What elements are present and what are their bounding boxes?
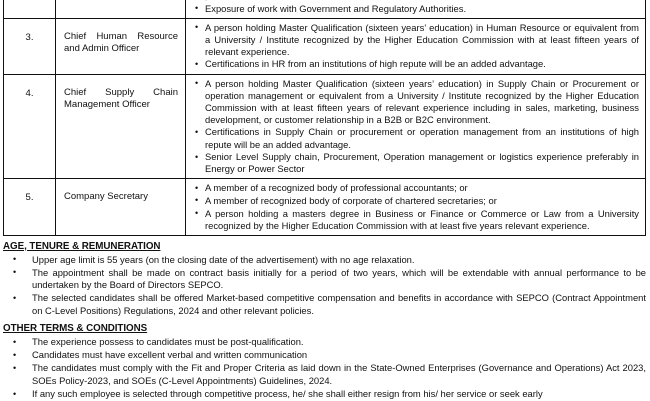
row-position-cell: [56, 0, 186, 18]
row-position-title: Chief Human Resource and Admin Officer: [64, 30, 178, 55]
criteria-list: [194, 182, 639, 231]
row-serial-cell: [4, 18, 56, 74]
section-bullet-list: [3, 336, 646, 400]
criteria-bullet: • Certifications in HR from an institutions of high repute will be an added advantage.: [194, 58, 639, 70]
list-item: • The experience possess to candidates must be post-qualification.: [3, 336, 646, 349]
list-item: • Upper age limit is 55 years (on the closing date of the advertisement) with no age relaxation.: [3, 254, 646, 267]
criteria-bullet: • A person holding Master Qualification (sixteen years’ education) in Human Resource or equivalent from a University / Institute recognized by the Higher Education Commission with at least fifteen years of relevant experience.: [194, 22, 639, 58]
list-item: • The appointment shall be made on contract basis initially for a period of two years, which will be extendable with annual performance to be undertaken by the Board of Directors SEPCO.: [3, 267, 646, 292]
criteria-list: [194, 0, 639, 15]
eligibility-criteria-table: [3, 0, 646, 236]
criteria-bullet: • Exposure of work with Government and Regulatory Authorities.: [194, 3, 639, 15]
list-item: • Candidates must have excellent verbal and written communication: [3, 349, 646, 362]
criteria-body: [186, 179, 645, 234]
row-serial-number: 3.: [25, 31, 34, 43]
table-row: [4, 74, 646, 179]
row-criteria-cell: [186, 74, 646, 179]
table-row: [4, 179, 646, 235]
criteria-bullet: • A member of a recognized body of professional accountants; or: [194, 182, 639, 194]
section-bullet-list: [3, 254, 646, 318]
list-item: • The candidates must comply with the Fit and Proper Criteria as laid down in the State-Owned Enterprises (Governance and Operations) Act 2023, SOEs Policy-2023, and SOEs (C-Level Appointments) Guidelines, 2024.: [3, 362, 646, 387]
table-row: [4, 0, 646, 18]
criteria-bullet: • A member of recognized body of corporate of chartered secretaries; or: [194, 195, 639, 207]
row-position-cell: [56, 179, 186, 235]
criteria-body: [186, 0, 645, 18]
criteria-list: [194, 78, 639, 176]
row-serial-number: 5.: [25, 192, 34, 204]
section-other-terms-conditions: [0, 318, 650, 400]
table-row: [4, 18, 646, 74]
row-serial-number: 4.: [25, 87, 34, 99]
row-serial-cell: [4, 74, 56, 179]
criteria-list: [194, 22, 639, 71]
criteria-body: [186, 19, 645, 74]
section-heading: OTHER TERMS & CONDITIONS: [3, 323, 148, 335]
row-position-title: [56, 0, 185, 3]
row-position-title: Company Secretary: [64, 191, 148, 203]
criteria-bullet: • Senior Level Supply chain, Procurement, Operation management or logistics experience preferably in Energy or Power Sector: [194, 151, 639, 175]
criteria-body: [186, 75, 645, 179]
row-criteria-cell: [186, 179, 646, 235]
row-criteria-cell: [186, 18, 646, 74]
section-heading: AGE, TENURE & REMUNERATION: [3, 240, 161, 252]
criteria-bullet: • A person holding Master Qualification (sixteen years’ education) in Supply Chain or Procurement or operation management or equivalent from a University / Institute recognized by the Higher Education Commission with at least fifteen years of relevant experience including in sales, marketing, business development, or customer relationship in a B2B or B2C environment.: [194, 78, 639, 126]
row-position-cell: [56, 74, 186, 179]
section-age-tenure-remuneration: [0, 236, 650, 318]
list-item: • If any such employee is selected through competitive process, he/ she shall either resign from his/ her service or seek early: [3, 388, 646, 401]
row-position-title: Chief Supply Chain Management Officer: [64, 86, 178, 111]
row-serial-cell: [4, 179, 56, 235]
row-criteria-cell: [186, 0, 646, 18]
criteria-bullet: • Certifications in Supply Chain or procurement or operation management from an institutions of high repute will be an added advantage.: [194, 126, 639, 150]
row-position-cell: [56, 18, 186, 74]
criteria-bullet: • A person holding a masters degree in Business or Finance or Commerce or Law from a University recognized by the Higher Education Commission with at least five years relevant experience.: [194, 208, 639, 232]
row-serial-cell: [4, 0, 56, 18]
list-item: • The selected candidates shall be offered Market-based competitive compensation and benefits in accordance with SEPCO (Contract Appointment on C-Level Positions) Regulations, 2024 and other relevant policies.: [3, 292, 646, 317]
